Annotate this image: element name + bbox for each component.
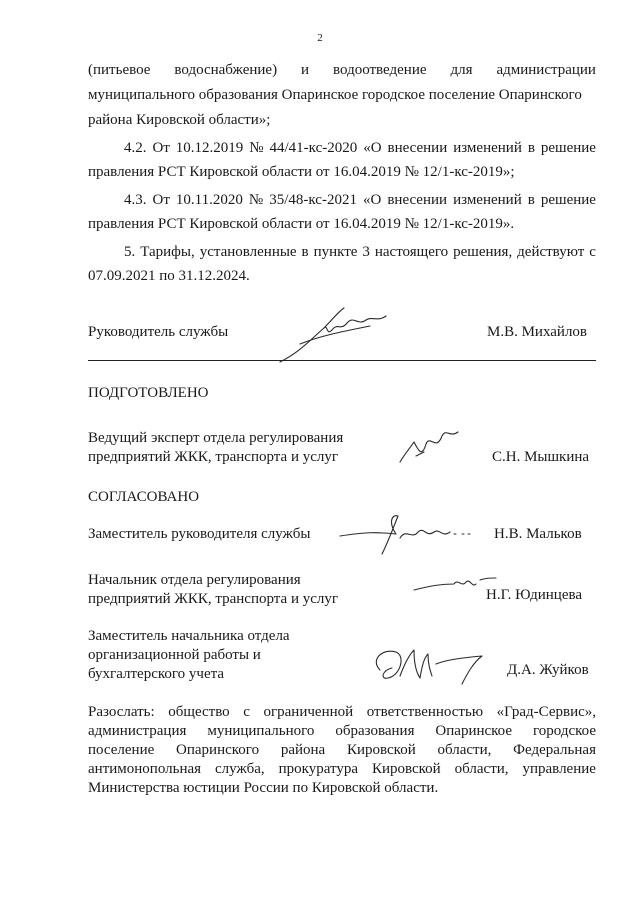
word: установленные [199, 244, 297, 260]
word: области, [454, 761, 509, 777]
agreed-signer-2-signature-image [410, 566, 500, 606]
item-4-2-line-1 [124, 138, 596, 158]
prepared-signature-image [396, 422, 466, 472]
prepared-title-line-1: Ведущий эксперт отдела регулирования [88, 430, 344, 446]
word: образования [335, 723, 415, 739]
distribution-line-5: Министерства юстиции России по Кировской области. [88, 780, 439, 796]
word: изменений [453, 192, 522, 208]
word: настоящего [374, 244, 449, 260]
word: в [527, 192, 535, 208]
distribution-line-1 [88, 702, 596, 722]
word: 10.12.2019 [175, 140, 244, 156]
word: области, [437, 742, 492, 758]
agreed-signer-3-title-line-3: бухгалтерского учета [88, 666, 225, 682]
prepared-heading: ПОДГОТОВЛЕНО [88, 385, 209, 401]
word: с [243, 704, 250, 720]
word: решение [540, 140, 596, 156]
word: От [152, 140, 170, 156]
agreed-signer-3-title-line-2: организационной работы и [88, 647, 261, 663]
agreed-signer-1-name: Н.В. Мальков [494, 526, 582, 542]
word: решение [540, 192, 596, 208]
word: общество [168, 704, 230, 720]
item-4-3-line-2: правления РСТ Кировской области от 16.04.2019 № 12/1-кс-2019». [88, 216, 515, 232]
word: От [152, 192, 170, 208]
agreed-signer-3-title-line-1: Заместитель начальника отдела [88, 628, 290, 644]
word: 5. [124, 244, 136, 260]
prepared-title-line-2: предприятий ЖКК, транспорта и услуг [88, 449, 339, 465]
paragraph-cont-line-3: района Кировской области»; [88, 112, 271, 128]
item-5-line-2: 07.09.2021 по 31.12.2024. [88, 268, 250, 284]
word: 35/48-кс-2021 [269, 192, 357, 208]
agreed-signer-2-title-line-2: предприятий ЖКК, транспорта и услуг [88, 591, 339, 607]
word: решения, [453, 244, 513, 260]
word: Разослать: [88, 704, 155, 720]
word: с [589, 244, 596, 260]
word: городское [532, 723, 596, 739]
word: района [280, 742, 326, 758]
word: управление [522, 761, 596, 777]
paragraph-cont-line-2: муниципального образования Опаринское городское поселение Опаринского [88, 87, 582, 103]
head-signer-name: М.В. Михайлов [487, 324, 588, 340]
item-5-line-1 [124, 242, 596, 262]
word: 4.3. [124, 192, 147, 208]
agreed-signer-1-signature-image [336, 508, 476, 558]
word: поселение [88, 742, 155, 758]
word: антимонопольная [88, 761, 202, 777]
paragraph-cont-line-1 [88, 60, 596, 80]
item-4-2-line-2: правления РСТ Кировской области от 16.04.2019 № 12/1-кс-2019»; [88, 164, 515, 180]
word: для [450, 62, 473, 78]
distribution-line-3 [88, 740, 596, 760]
word: Федеральная [513, 742, 596, 758]
agreed-signer-3-name: Д.А. Жуйков [507, 662, 589, 678]
word: изменений [453, 140, 522, 156]
word: администрации [496, 62, 596, 78]
word: «Град-Сервис», [496, 704, 596, 720]
word: 10.11.2020 [175, 192, 243, 208]
word: № [249, 140, 264, 156]
distribution-line-2 [88, 721, 596, 741]
head-signer-title: Руководитель службы [88, 324, 229, 340]
word: в [301, 244, 309, 260]
agreed-signer-3-signature-image [370, 640, 490, 690]
word: Кировской [371, 761, 441, 777]
word: № [248, 192, 264, 208]
word: водоотведение [333, 62, 427, 78]
word: прокуратура [278, 761, 358, 777]
word: ответственностью [366, 704, 484, 720]
item-4-3-line-1 [124, 190, 596, 210]
agreed-signer-1-title: Заместитель руководителя службы [88, 526, 311, 542]
word: (питьевое [88, 62, 151, 78]
word: в [527, 140, 535, 156]
word: Кировской [346, 742, 416, 758]
word: и [301, 62, 310, 78]
word: пункте [313, 244, 358, 260]
agreed-signer-2-title-line-1: Начальник отдела регулирования [88, 572, 301, 588]
word: 4.2. [124, 140, 147, 156]
prepared-name: С.Н. Мышкина [492, 449, 590, 465]
word: муниципального [207, 723, 315, 739]
word: «О [362, 192, 382, 208]
word: администрация [88, 723, 187, 739]
word: действуют [517, 244, 585, 260]
word: Опаринское [435, 723, 513, 739]
page-number: 2 [317, 32, 323, 44]
word: внесении [387, 192, 448, 208]
word: «О [363, 140, 382, 156]
word: внесении [387, 140, 448, 156]
word: ограниченной [263, 704, 354, 720]
distribution-line-4 [88, 759, 596, 779]
word: 44/41-кс-2020 [269, 140, 358, 156]
word: служба, [214, 761, 265, 777]
word: Опаринского [176, 742, 260, 758]
agreed-heading: СОГЛАСОВАНО [88, 489, 200, 505]
agreed-signer-2-name: Н.Г. Юдинцева [486, 587, 583, 603]
word: 3 [362, 244, 370, 260]
word: водоснабжение) [174, 62, 278, 78]
word: Тарифы, [140, 244, 195, 260]
separator-line [88, 360, 596, 361]
